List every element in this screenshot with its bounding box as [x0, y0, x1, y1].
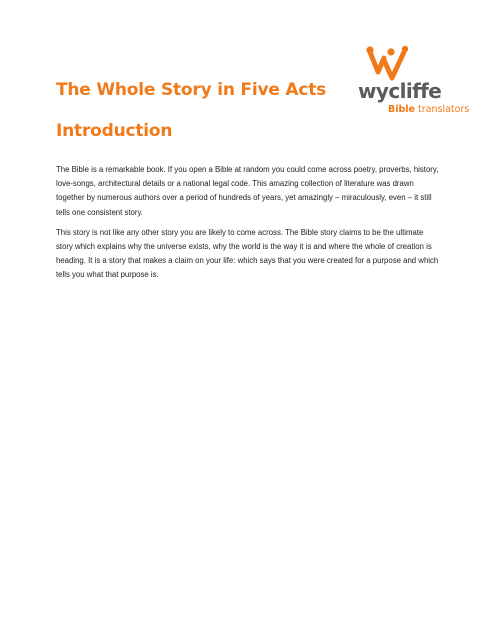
logo-wordmark: wycliffe	[358, 79, 442, 103]
logo-subtitle-bold: Bible	[388, 104, 415, 115]
section-heading: Introduction	[56, 121, 173, 141]
paragraph: The Bible is a remarkable book. If you open a Bible at random you could come across poetry, proverbs, history, love-songs, architectural details or a national legal code. This amazing collection of literature was drawn together by numerous authors over a period of hundreds of years, yet amazingly – miraculously, even – it still tells one consistent story.	[56, 165, 439, 217]
logo-subtitle-rest: translators	[415, 104, 470, 115]
body-text	[56, 163, 441, 289]
wycliffe-logo	[352, 46, 470, 118]
paragraph: This story is not like any other story you are likely to come across. The Bible story claims to be the ultimate story which explains why the universe exists, why the world is the way it is and where the whole of creation is heading. It is a story that makes a claim on your life: which says that you were created for a purpose and which tells you what that purpose is.	[56, 227, 439, 280]
document-title: The Whole Story in Five Acts	[56, 80, 327, 100]
logo-subtitle	[388, 104, 469, 115]
